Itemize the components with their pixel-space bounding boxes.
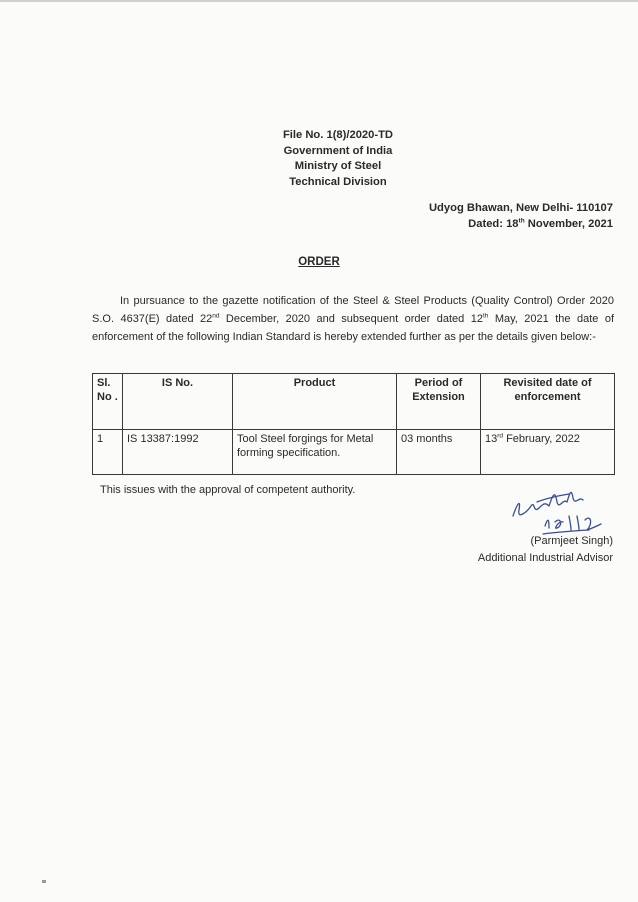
address-place: Udyog Bhawan, New Delhi- 110107	[428, 202, 613, 214]
header-period: Period of Extension	[397, 374, 481, 430]
signatory-name: (Parmjeet Singh)	[530, 535, 613, 547]
table-row	[93, 430, 615, 475]
order-date-sup: th	[518, 216, 525, 224]
document-heading	[268, 128, 408, 190]
header-sl-no: Sl. No .	[93, 374, 123, 430]
division-name: Technical Division	[289, 175, 387, 188]
paragraph-sup-1: nd	[212, 312, 220, 320]
signatory-designation: Additional Industrial Advisor	[477, 552, 613, 564]
order-title: ORDER	[298, 256, 340, 268]
ministry-name: Ministry of Steel	[294, 160, 382, 172]
government-name: Government of India	[283, 144, 393, 157]
cell-is-no: IS 13387:1992	[123, 430, 233, 475]
cell-sl-no: 1	[93, 430, 123, 475]
order-date-suffix: November, 2021	[524, 217, 613, 230]
table-header-row	[93, 374, 615, 430]
file-number: File No. 1(8)/2020-TD	[282, 129, 394, 141]
top-scan-edge	[0, 0, 638, 2]
paragraph-part-2: December, 2020 and subsequent order dated 12	[219, 312, 483, 325]
paragraph-sup-2: th	[482, 312, 489, 320]
paragraph-part-3: May, 2021 the date of enforcement of the following Indian Standard is hereby extended further as per the details given below:-	[92, 312, 614, 343]
paragraph-part-1: In pursuance to the gazette notification of the Steel & Steel Products (Quality Control) Order 2020 S.O. 4637(E) dated 22	[92, 295, 614, 325]
scan-speck	[42, 880, 46, 883]
revisited-date-sup: rd	[497, 432, 504, 440]
header-revisited-date: Revisited date of enforcement	[481, 374, 615, 430]
header-is-no: IS No.	[123, 374, 233, 430]
order-date	[429, 217, 613, 233]
address-block	[429, 201, 613, 232]
cell-product: Tool Steel forgings for Metal forming specification.	[233, 430, 397, 475]
approval-note: This issues with the approval of competent authority.	[100, 484, 356, 496]
revisited-date-suffix: February, 2022	[503, 433, 580, 445]
order-date-prefix: Dated: 18	[468, 217, 519, 230]
signatory-block	[478, 533, 613, 567]
cell-period: 03 months	[397, 430, 481, 475]
revisited-date-prefix: 13	[485, 433, 498, 445]
order-paragraph	[92, 293, 614, 346]
extension-table	[92, 373, 615, 475]
cell-revisited-date	[481, 430, 615, 475]
header-product: Product	[233, 374, 397, 430]
